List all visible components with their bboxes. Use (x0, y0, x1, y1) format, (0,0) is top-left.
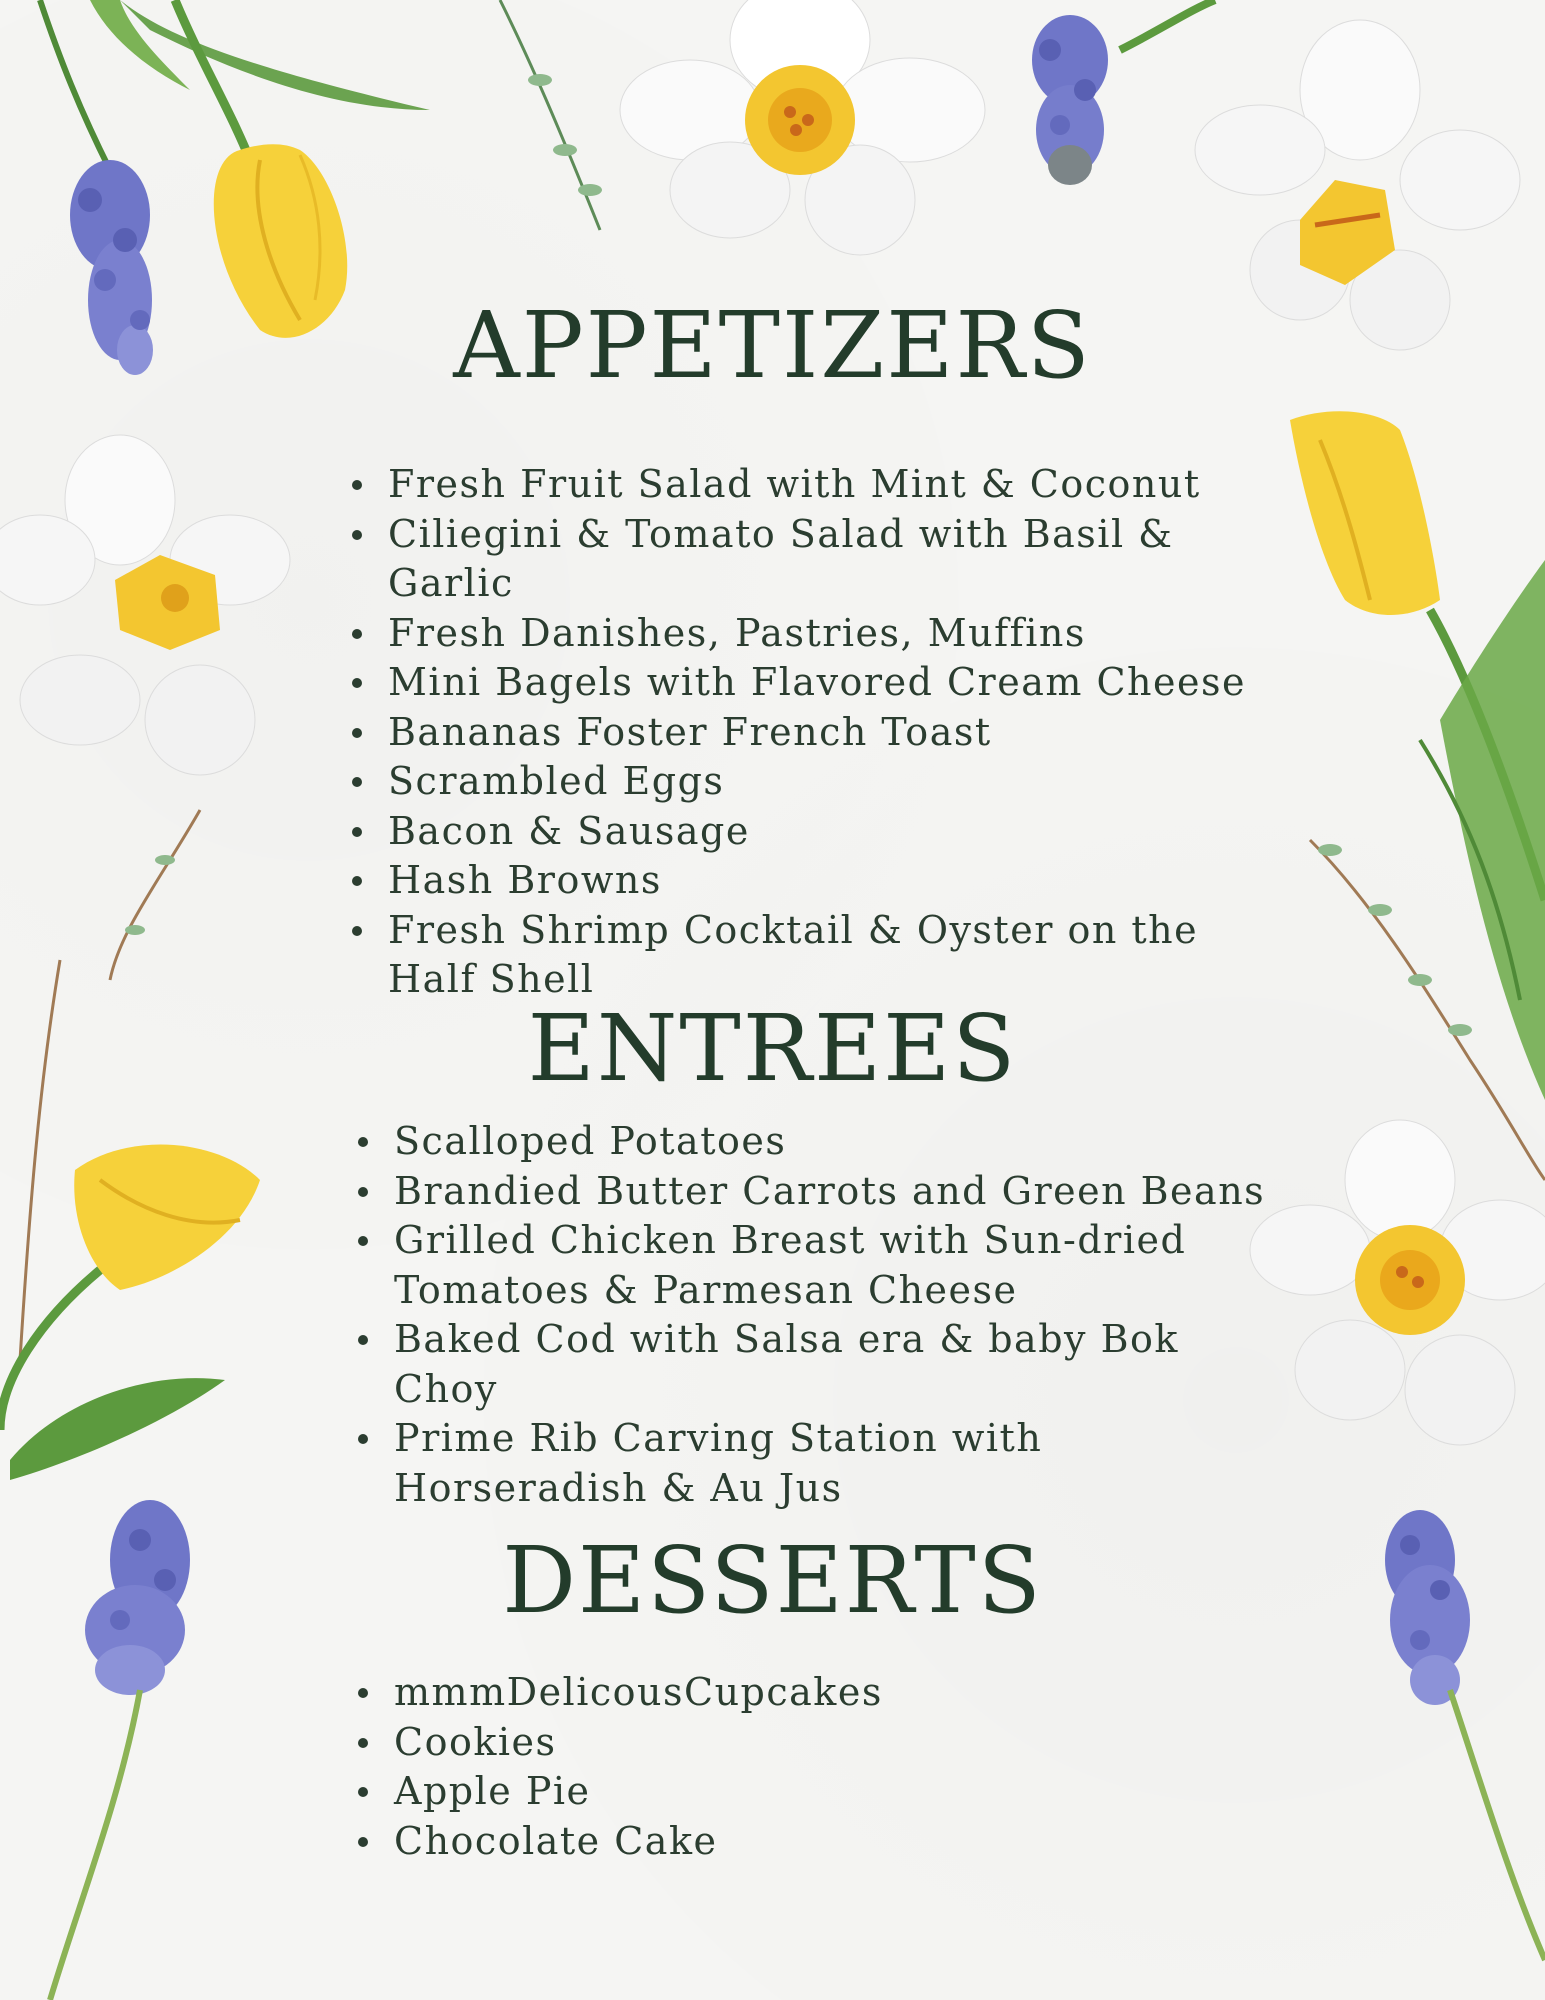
desserts-list (354, 1668, 1254, 1866)
list-item: Bananas Foster French Toast (348, 708, 1288, 758)
list-item: Chocolate Cake (354, 1817, 1254, 1867)
list-item: Hash Browns (348, 856, 1288, 906)
list-item: Ciliegini & Tomato Salad with Basil & Garlic (348, 510, 1288, 609)
list-item: Scalloped Potatoes (354, 1117, 1274, 1167)
appetizers-heading: APPETIZERS (453, 292, 1092, 399)
top-right-hyacinth-illustration (1032, 0, 1215, 185)
list-item: Brandied Butter Carrots and Green Beans (354, 1167, 1274, 1217)
right-narcissus-illustration (1250, 1120, 1545, 1445)
desserts-heading: DESSERTS (502, 1527, 1043, 1634)
list-item: mmmDelicousCupcakes (354, 1668, 1254, 1718)
list-item: Fresh Danishes, Pastries, Muffins (348, 609, 1288, 659)
entrees-heading: ENTREES (527, 995, 1018, 1102)
list-item: Fresh Shrimp Cocktail & Oyster on the Half Shell (348, 906, 1288, 1005)
list-item: Scrambled Eggs (348, 757, 1288, 807)
left-tulip-illustration (0, 810, 260, 1480)
list-item: Bacon & Sausage (348, 807, 1288, 857)
list-item: Grilled Chicken Breast with Sun-dried Tomatoes & Parmesan Cheese (354, 1216, 1274, 1315)
left-narcissus-illustration (0, 435, 290, 775)
list-item: Apple Pie (354, 1767, 1254, 1817)
list-item: Cookies (354, 1718, 1254, 1768)
top-narcissus-illustration (500, 0, 985, 255)
list-item: Mini Bagels with Flavored Cream Cheese (348, 658, 1288, 708)
list-item: Baked Cod with Salsa era & baby Bok Choy (354, 1315, 1274, 1414)
list-item: Fresh Fruit Salad with Mint & Coconut (348, 460, 1288, 510)
appetizers-list (348, 460, 1288, 1005)
entrees-list (354, 1117, 1274, 1513)
list-item: Prime Rib Carving Station with Horseradish & Au Jus (354, 1414, 1274, 1513)
